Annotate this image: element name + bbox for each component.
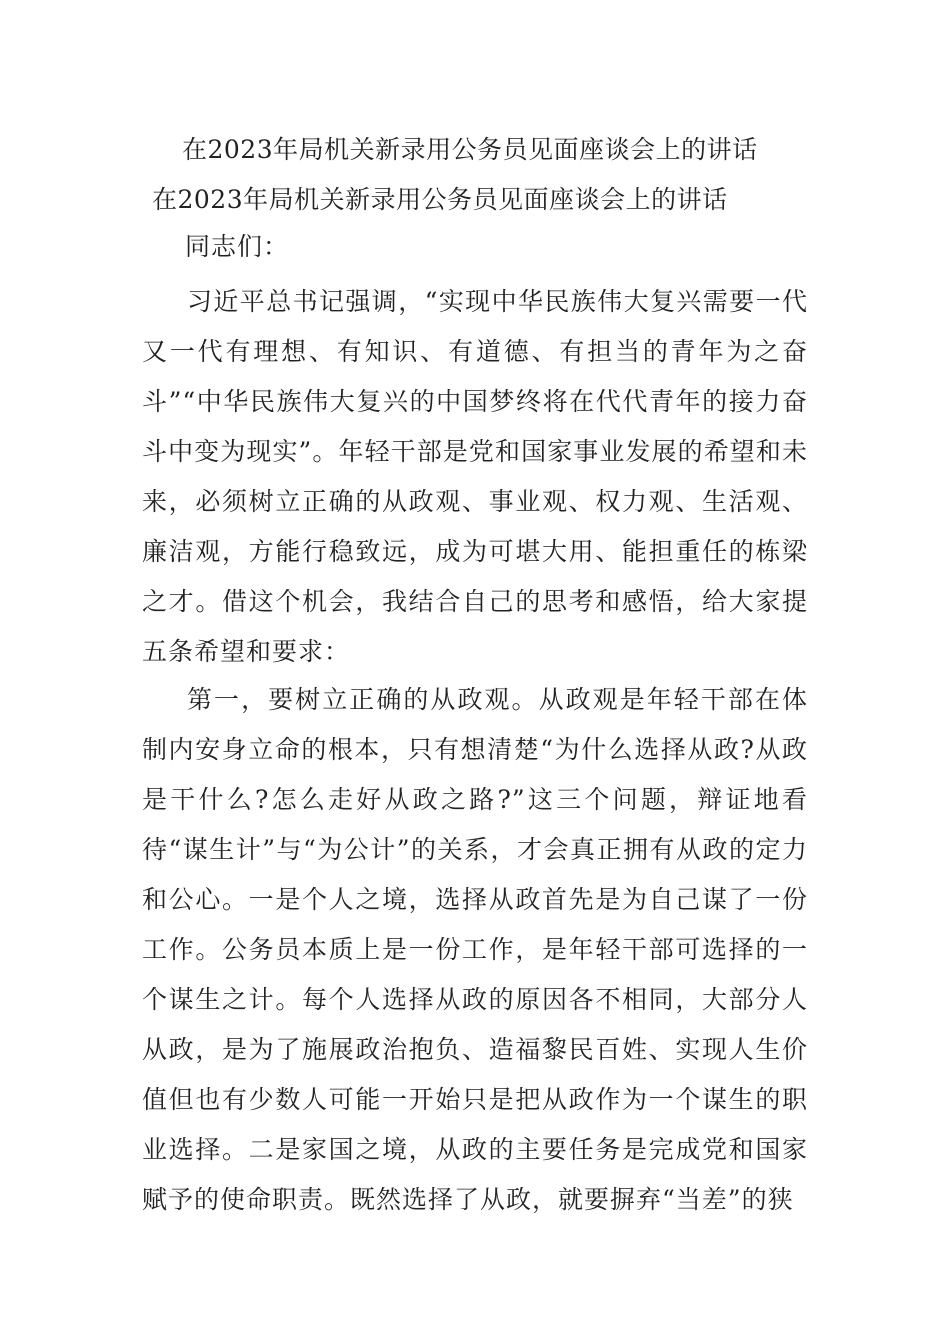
- paragraph-1: 习近平总书记强调，“实现中华民族伟大复兴需要一代又一代有理想、有知识、有道德、有担当的青年为之奋斗”“中华民族伟大复兴的中国梦终将在代代青年的接力奋斗中变为现实”。年轻干部是党和国家事业发展的希望和未来，必须树立正确的从政观、事业观、权力观、生活观、廉洁观，方能行稳致远，成为可堪大用、能担重任的栋梁之才。借这个机会，我结合自己的思考和感悟，给大家提五条希望和要求：: [142, 287, 808, 666]
- document-title-line-2: 在2023年局机关新录用公务员见面座谈会上的讲话: [152, 185, 728, 214]
- document-title-line-1: 在2023年局机关新录用公务员见面座谈会上的讲话: [182, 135, 758, 164]
- salutation: 同志们：: [185, 232, 290, 261]
- paragraph-2: 第一，要树立正确的从政观。从政观是年轻干部在体制内安身立命的根本，只有想清楚“为什么选择从政?从政是干什么?怎么走好从政之路?”这三个问题，辩证地看待“谋生计”与“为公计”的关系，才会真正拥有从政的定力和公心。一是个人之境，选择从政首先是为自己谋了一份工作。公务员本质上是一份工作，是年轻干部可选择的一个谋生之计。每个人选择从政的原因各不相同，大部分人从政，是为了施展政治抱负、造福黎民百姓、实现人生价值但也有少数人可能一开始只是把从政作为一个谋生的职业选择。二是家国之境，从政的主要任务是完成党和国家赋予的使命职责。既然选择了从政，就要摒弃“当差”的狭: [142, 685, 808, 1214]
